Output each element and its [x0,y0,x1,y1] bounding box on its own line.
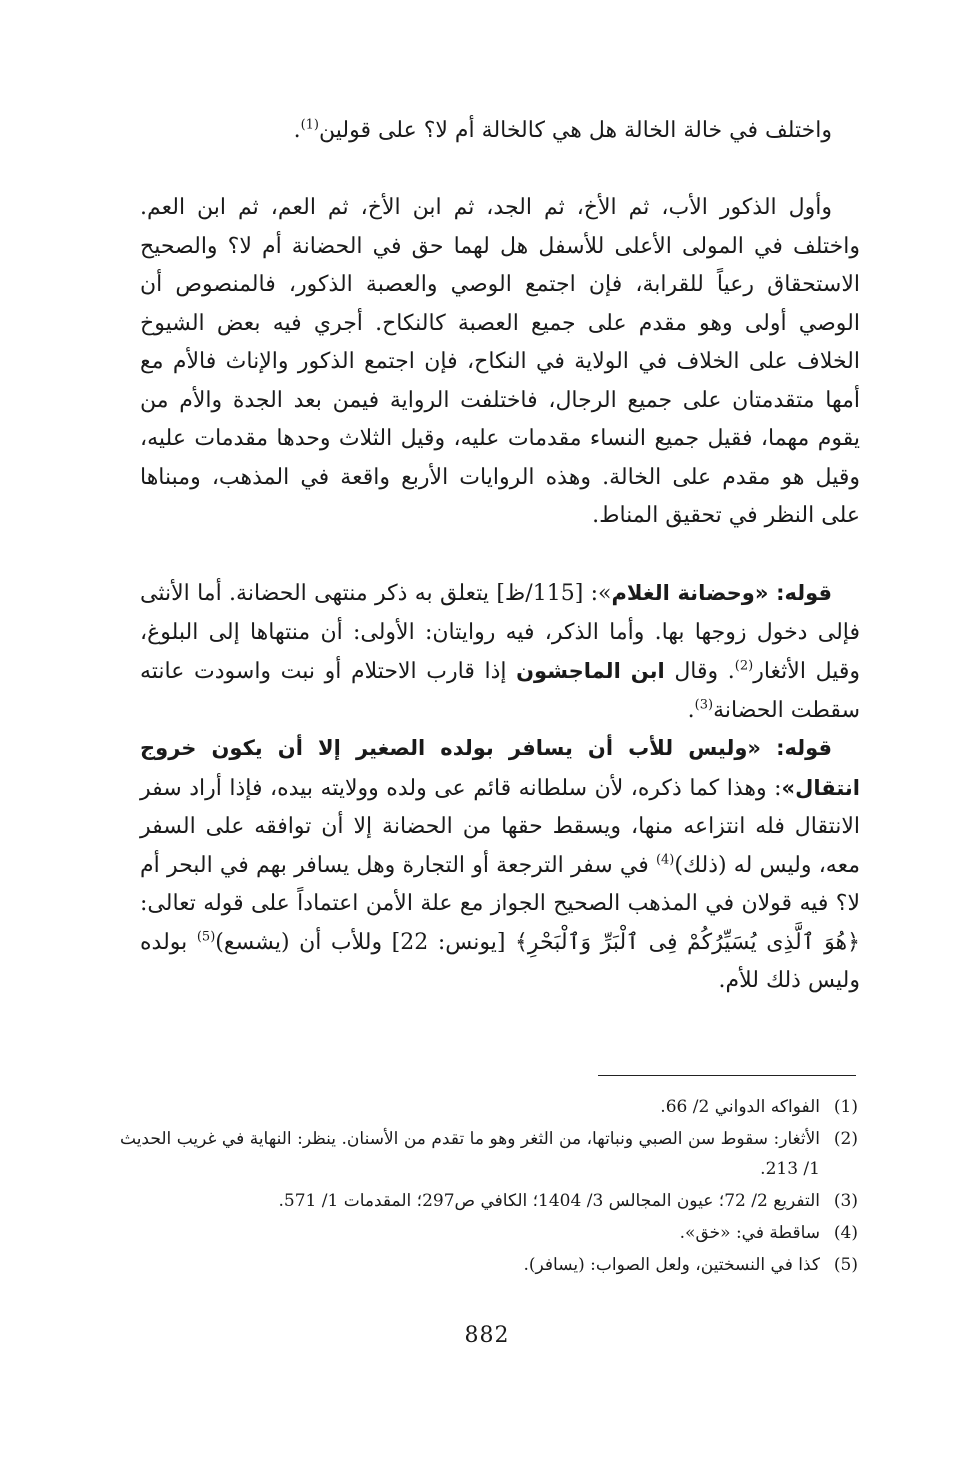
page-number: 882 [464,1323,510,1348]
footnote-number: (1) [833,1097,858,1117]
footnote-number: (2) [833,1129,858,1149]
paragraph-end: . [293,118,301,143]
paragraph-text: إذا قارب الاحتلام أو نبت واسودت عانته سقطت الحضانة [140,659,860,723]
footnotes [120,1092,858,1282]
footnote-text: الفواكه الدواني 2/ 66. [660,1097,820,1117]
paragraph-3 [140,574,860,730]
bold-heading: وحضانة الغلام [611,581,755,605]
paragraph-text: بولده وليس ذلك للأم. [140,929,860,993]
footnote-number: (3) [833,1191,858,1211]
footnote-2 [120,1124,858,1184]
footnote-4 [120,1218,858,1248]
footnote-text: الأثغار: سقوط سن الصبي ونباتها، من الثغر وهو ما تقدم من الأسنان. ينظر: النهاية في غريب الحديث 1/ 213. [120,1129,820,1179]
footnote-ref-5[interactable]: (5) [196,929,216,945]
paragraph-1 [140,112,860,151]
bold-name: ابن الماجشون [516,659,665,683]
quran-verse: ﴿هُوَ ٱلَّذِى يُسَيِّرُكُمْ فِى ٱلْبَرِّ وَٱلْبَحْرِ﴾ [515,929,861,955]
bold-heading: قوله: «وليس للأب أن يسافر بولده الصغير إلا أن يكون خروج انتقال» [140,736,860,800]
paragraph-end: . [687,697,695,723]
footnote-divider [598,1075,856,1076]
footnote-ref-2[interactable]: (2) [734,658,754,674]
footnote-ref-1[interactable]: (1) [300,117,319,133]
footnote-5 [120,1250,858,1280]
paragraph-text: : وهذا كما ذكره، لأن سلطانه قائم عى ولده وولايته بيده، فإذا أراد سفر الانتقال فله انتزاعه منها، ويسقط حقها من الحضانة إلا أن توافقه على السفر معه، وليس له (ذلك) [140,775,860,878]
footnote-ref-3[interactable]: (3) [694,697,714,713]
footnote-ref-4[interactable]: (4) [655,852,675,868]
paragraph-2: وأول الذكور الأب، ثم الأخ، ثم الجد، ثم ابن الأخ، ثم العم، ثم ابن العم. واختلف في المولى الأعلى للأسفل هل لهما حق في الحضانة أم لا؟ والصحيح الاستحقاق رعياً للقرابة، فإن اجتمع الوصي والعصبة الذكور، فالمنصوص أن الوصي أولى وهو مقدم على جميع العصبة كالنكاح. أجري فيه بعض الشيوخ الخلاف على الخلاف في الولاية في النكاح، فإن اجتمع الذكور والإناث فالأم مع أمها متقدمتان على جميع الرجال، فاختلفت الرواية فيمن بعد الجدة والأم من يقوم مهما، فقيل جميع النساء مقدمات عليه، وقيل الثلاث وحدها مقدمات عليه، وقيل هو مقدم على الخالة. وهذه الروايات الأربع واقعة في المذهب، ومبناها على النظر في تحقيق المناط. [140,195,860,528]
paragraph-text: »: [115/ظ] يتعلق به ذكر منتهى الحضانة. أما الأنثى فإلى دخول زوجها بها. وأما الذكر، فيه روايتان: الأولى: أن منتهاها إلى البلوغ، وقيل الأثغار [140,581,861,684]
footnote-text: التفريع 2/ 72؛ عيون المجالس 3/ 1404؛ الكافي ص297؛ المقدمات 1/ 571. [278,1191,820,1211]
paragraph-lead: قوله: « [754,581,833,605]
footnote-1 [120,1092,858,1122]
footnote-number: (4) [833,1223,858,1243]
paragraph-text: . وقال [664,659,735,684]
paragraph-4 [140,729,860,1001]
paragraph-text: [يونس: 22] وللأب أن (يشسع) [215,929,516,955]
paragraph-text: في سفر الترجعة أو التجارة وهل يسافر بهم في البحر أم لا؟ فيه قولان في المذهب الصحيح الجواز مع علة الأمن اعتماداً على قوله تعالى: [140,852,860,916]
footnote-number: (5) [833,1255,858,1275]
footnote-3 [120,1186,858,1216]
footnote-text: كذا في النسختين، ولعل الصواب: (يسافر). [523,1255,820,1275]
footnote-text: ساقطة في: «خق». [679,1223,820,1243]
paragraph-text: واختلف في خالة الخالة هل هي كالخالة أم لا؟ على قولين [319,118,832,143]
